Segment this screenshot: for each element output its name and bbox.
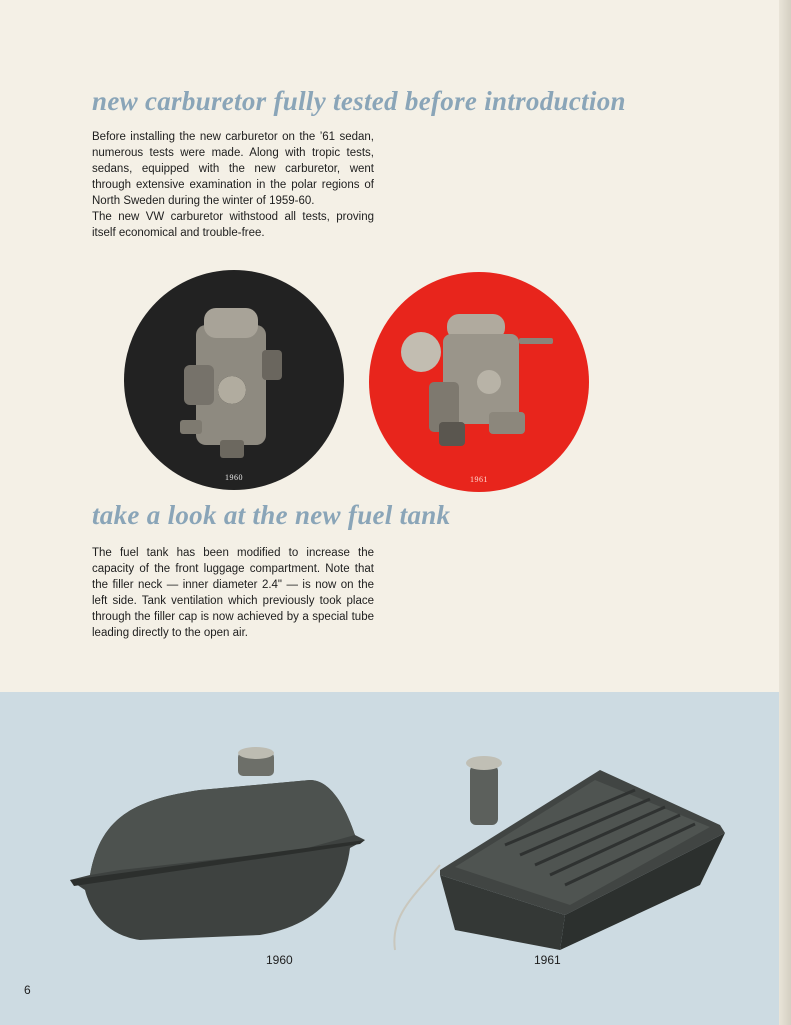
page-edge-shadow [779, 0, 791, 1025]
carburetor-1961-photo [369, 272, 589, 492]
carburetor-paragraph: Before installing the new carburetor on the ’61 sedan, numerous tests were made. Along with tropic tests, sedans, equipped with the new carburetor, went through extensive examination in the polar regions of North Sweden during the winter of 1959-60. The new VW carburetor withstood all tests, proving itself economical and trouble-free. [92, 131, 374, 239]
carburetor-heading: new carburetor fully tested before introduction [92, 86, 626, 116]
fuel-tank-1960-caption: 1960 [266, 953, 293, 967]
fuel-tank-1961-photo [385, 745, 735, 955]
carburetor-1960-illustration [124, 270, 344, 490]
fuel-tank-1961-caption: 1961 [534, 953, 561, 967]
fuel-tank-paragraph: The fuel tank has been modified to increase the capacity of the front luggage compartment. Note that the filler neck — inner diameter 2.4" — is now on the left side. Tank ventilation which previously took place through the filler cap is now achieved by a special tube leading directly to the open air. [92, 547, 374, 639]
carburetor-1961-caption: 1961 [470, 475, 488, 484]
carburetor-1960-caption: 1960 [225, 473, 243, 482]
page-number: 6 [24, 983, 31, 997]
fuel-tank-heading: take a look at the new fuel tank [92, 500, 451, 530]
carburetor-1961-illustration [369, 272, 589, 492]
carburetor-1960-photo [124, 270, 344, 490]
fuel-tank-1960-photo [60, 740, 370, 950]
